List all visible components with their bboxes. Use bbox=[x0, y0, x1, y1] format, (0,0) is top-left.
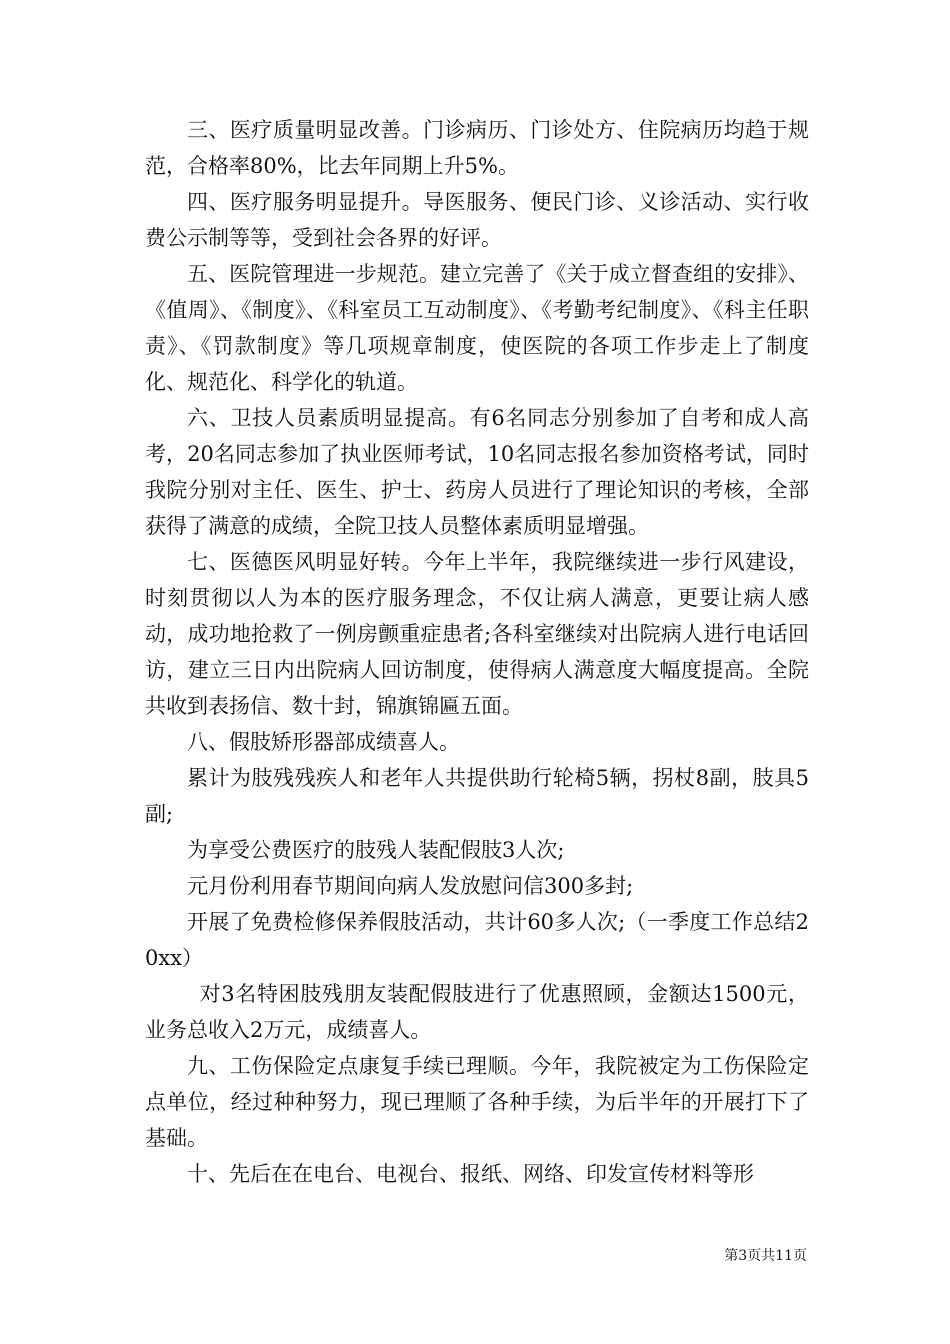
page-number: 第3页共11页 bbox=[724, 1248, 807, 1264]
paragraph-3: 三、医疗质量明显改善。门诊病历、门诊处方、住院病历均趋于规范，合格率80%，比去年同期上升5%。 bbox=[145, 118, 809, 178]
document-body bbox=[145, 112, 809, 1192]
paragraph-6: 六、卫技人员素质明显提高。有6名同志分别参加了自考和成人高考，20名同志参加了执业医师考试，10名同志报名参加资格考试，同时我院分别对主任、医生、护士、药房人员进行了理论知识的考核，全部获得了满意的成绩，全院卫技人员整体素质明显增强。 bbox=[145, 406, 809, 538]
paragraph-7: 七、医德医风明显好转。今年上半年，我院继续进一步行风建设，时刻贯彻以人为本的医疗服务理念，不仅让病人满意，更要让病人感动，成功地抢救了一例房颤重症患者;各科室继续对出院病人进行电话回访，建立三日内出院病人回访制度，使得病人满意度大幅度提高。全院共收到表扬信、数十封，锦旗锦匾五面。 bbox=[145, 550, 809, 718]
paragraph-8: 八、假肢矫形器部成绩喜人。 bbox=[187, 730, 460, 754]
list-item-wheelchairs: 累计为肢残残疾人和老年人共提供助行轮椅5辆，拐杖8副，肢具5副; bbox=[145, 766, 809, 826]
list-item-maintenance: 开展了免费检修保养假肢活动，共计60多人次;（一季度工作总结20xx） bbox=[145, 910, 809, 970]
list-item-prosthetics: 为享受公费医疗的肢残人装配假肢3人次; bbox=[187, 838, 565, 862]
list-item-letters: 元月份利用春节期间向病人发放慰问信300多封; bbox=[187, 874, 634, 898]
list-item-discount: 对3名特困肢残朋友装配假肢进行了优惠照顾，金额达1500元，业务总收入2万元，成绩喜人。 bbox=[145, 982, 809, 1042]
paragraph-9: 九、工伤保险定点康复手续已理顺。今年，我院被定为工伤保险定点单位，经过种种努力，现已理顺了各种手续，为后半年的开展打下了基础。 bbox=[145, 1054, 809, 1150]
paragraph-4: 四、医疗服务明显提升。导医服务、便民门诊、义诊活动、实行收费公示制等等，受到社会各界的好评。 bbox=[145, 190, 809, 250]
paragraph-5: 五、医院管理进一步规范。建立完善了《关于成立督查组的安排》、《值周》、《制度》、《科室员工互动制度》、《考勤考纪制度》、《科主任职责》、《罚款制度》等几项规章制度，使医院的各项工作步走上了制度化、规范化、科学化的轨道。 bbox=[145, 262, 809, 394]
paragraph-10: 十、先后在在电台、电视台、报纸、网络、印发宣传材料等形 bbox=[187, 1162, 754, 1186]
